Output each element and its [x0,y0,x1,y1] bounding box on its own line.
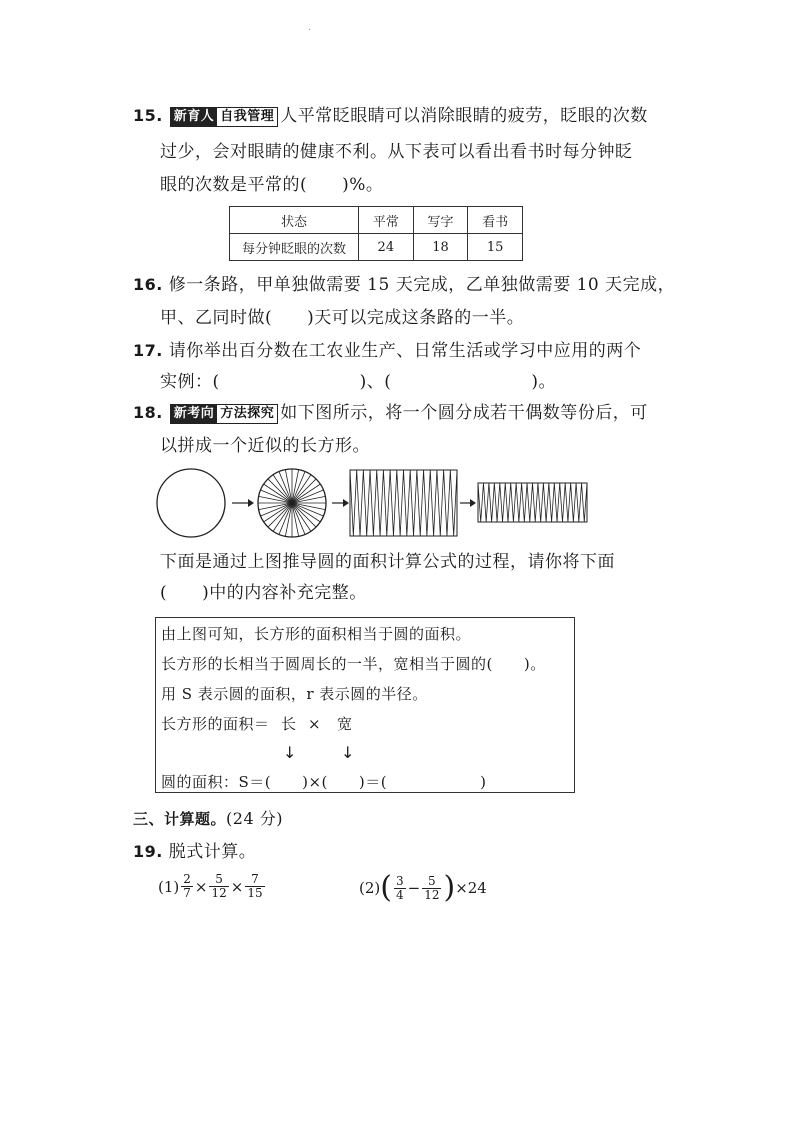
table-header-row [230,207,523,234]
sector-line [268,503,292,527]
whole-circle [157,469,225,537]
length-label: 长 [281,715,297,733]
fraction: $\frac{5}{12}$ [424,873,440,902]
q17-line1 [133,341,641,361]
section3-title: 三、计算题。 [133,810,227,828]
derivation-line2: 长方形的长相当于圆周长的一半，宽相当于圆的( )。 [161,655,546,673]
derivation-line3: 用 S 表示圆的面积，r 表示圆的半径。 [161,685,428,703]
q19-title: 脱式计算。 [168,842,257,862]
table-cell: 24 [359,234,414,261]
fraction: $\frac{5}{12}$ [211,872,227,900]
blink-rate-table [229,206,523,261]
circle-to-rectangle-diagram [150,466,630,546]
derivation-line4 [161,714,270,734]
q15-tag-dark: 新育人 [171,108,218,126]
table-header-cell: 平常 [359,207,414,234]
q18-number: 18. [133,403,163,422]
q18-tag [170,404,279,424]
table-header-cell: 状态 [230,207,359,234]
q15-text1: 人平常眨眼睛可以消除眼睛的疲劳，眨眼的次数 [280,106,648,126]
open-paren: ( [380,870,392,905]
table-cell: 15 [468,234,523,261]
problem-2-label: (2) [359,879,381,897]
close-paren: ) [443,870,456,905]
fraction: $\frac{3}{4}$ [395,873,404,902]
arrow-icon [332,499,349,507]
q19-number: 19. [133,842,163,861]
times-24: ×24 [455,879,487,897]
q18-line1 [133,403,648,424]
times-sign: × [308,715,322,733]
divided-circle [258,469,326,537]
times-sign: × [194,877,208,896]
q15-text2: 过少，会对眼睛的健康不利。从下表可以看出看书时每分钟眨 [160,142,633,162]
header-mark: ． [308,22,318,33]
q15-tag [170,107,279,127]
table-header-cell: 写字 [413,207,468,234]
q17-text1: 请你举出百分数在工农业生产、日常生活或学习中应用的两个 [168,341,642,361]
q15-tag-light: 自我管理 [220,109,275,124]
fraction: $\frac{2}{7}$ [183,872,191,900]
section3-score: (24 分) [226,809,283,828]
q15-line1 [133,106,648,127]
approximate-rectangle-2 [478,483,587,522]
calc-problem-2 [359,870,487,905]
q18-text2: 以拼成一个近似的长方形。 [160,436,370,456]
sector-line [292,503,316,527]
minus-sign: − [407,879,421,897]
zigzag-line [478,483,587,522]
width-label: 宽 [337,715,353,733]
q18-text3: 下面是通过上图推导圆的面积计算公式的过程，请你将下面 [160,552,615,572]
q15-number: 15. [133,106,163,125]
q17-text2: 实例：( )、( )。 [160,372,557,392]
q18-text1: 如下图所示，将一个圆分成若干偶数等份后，可 [280,403,648,423]
approximate-rectangle-1 [350,470,457,536]
fraction: $\frac{7}{15}$ [247,872,263,900]
table-header-cell: 看书 [468,207,523,234]
q16-line1 [133,275,675,295]
times-sign: × [230,877,244,896]
q16-text2: 甲、乙同时做( )天可以完成这条路的一半。 [160,308,525,328]
q16-number: 16. [133,275,163,294]
arrow-icon [232,499,254,507]
table-row [230,234,523,261]
arrow-icon [460,499,476,507]
q18-tag-light: 方法探究 [220,406,275,421]
derivation-line1: 由上图可知，长方形的面积相当于圆的面积。 [161,625,472,643]
q19-line1 [133,842,256,862]
table-row-label: 每分钟眨眼的次数 [230,234,359,261]
sector-line [268,479,292,503]
down-arrow-icon: ↓ [283,743,297,762]
circle-area-formula: 圆的面积：S＝( )×( )＝( ) [161,773,487,791]
down-arrow-icon: ↓ [341,743,355,762]
q18-tag-dark: 新考向 [171,405,218,423]
problem-1-label: (1) [158,877,180,896]
q16-text1: 修一条路，甲单独做需要 15 天完成，乙单独做需要 10 天完成， [168,275,676,295]
zigzag-line [350,470,457,536]
q15-text3: 眼的次数是平常的( )%。 [160,175,384,195]
calc-problem-1 [158,873,267,900]
table-cell: 18 [413,234,468,261]
sector-line [292,479,316,503]
rect-area-label: 长方形的面积＝ [161,715,270,733]
section3-heading [133,809,283,829]
q18-text4: ( )中的内容补充完整。 [160,583,367,603]
q17-number: 17. [133,341,163,360]
